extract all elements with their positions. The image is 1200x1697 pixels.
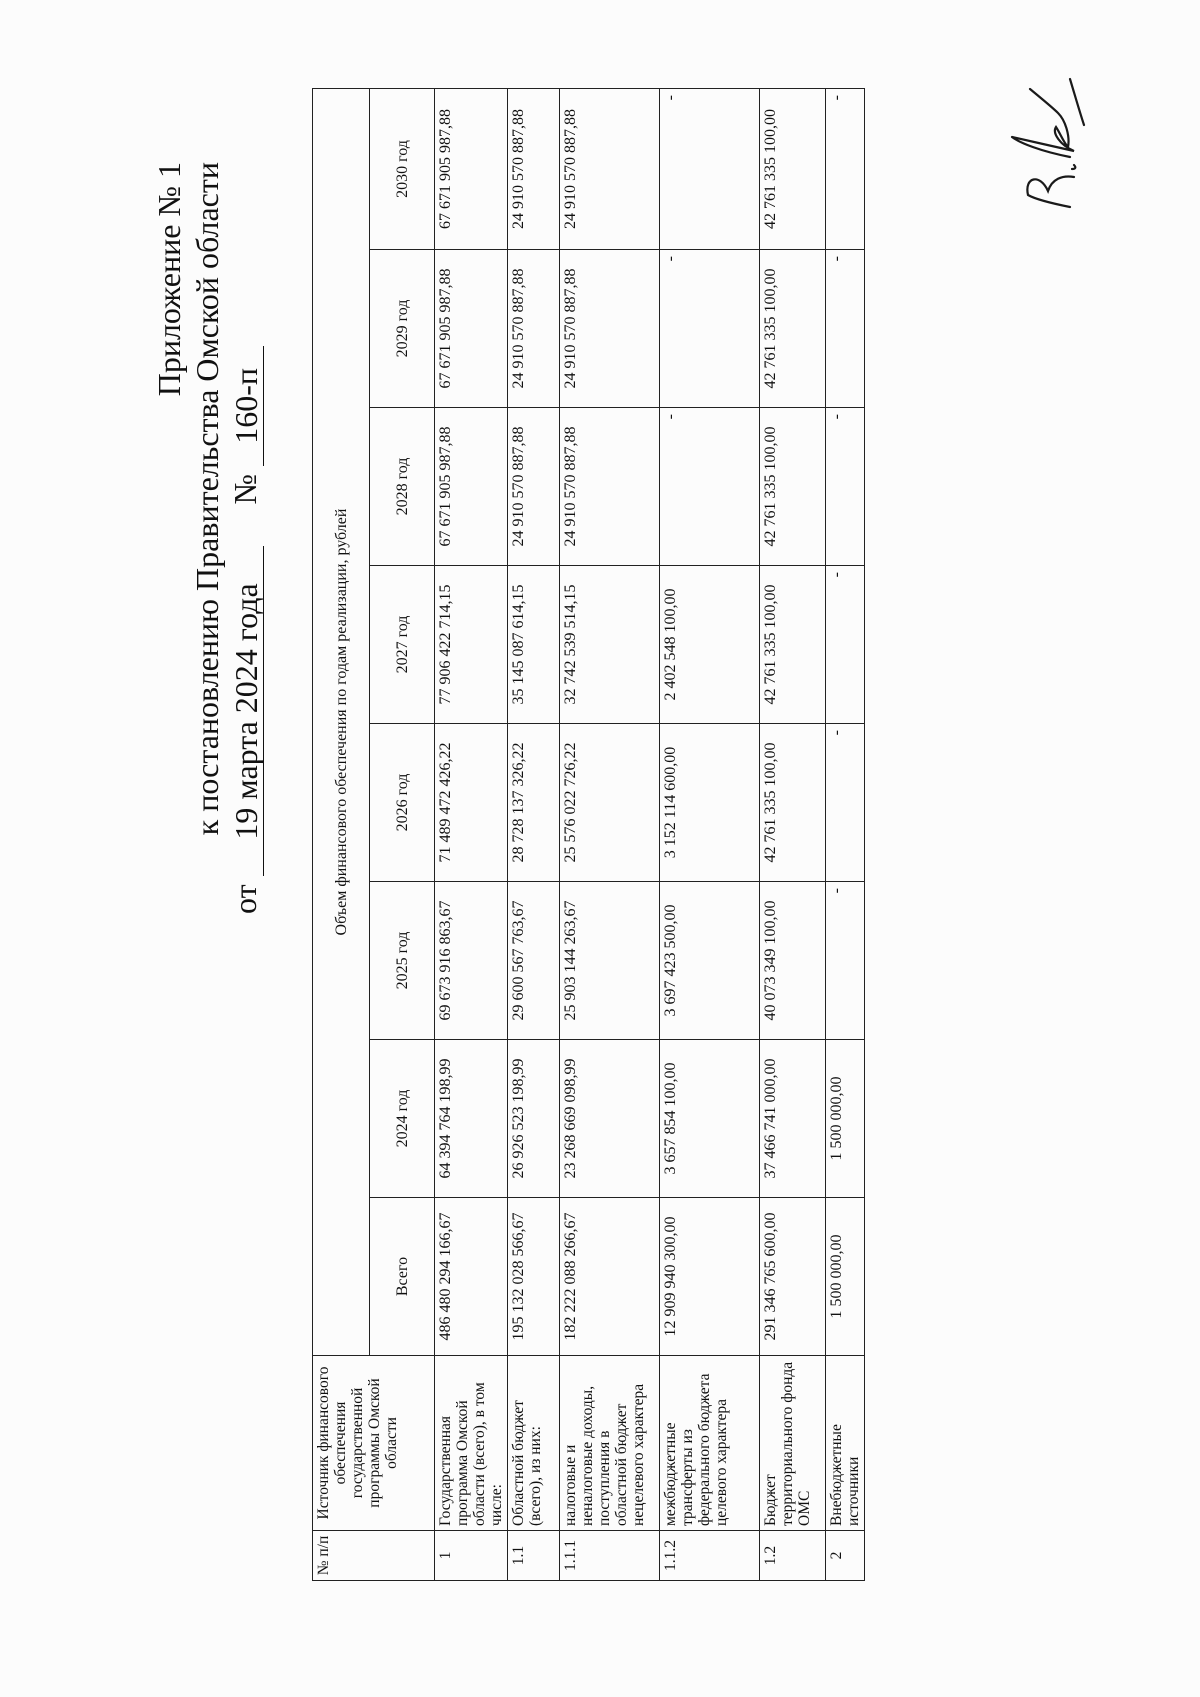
amount-cell: 28 728 137 326,22: [508, 724, 560, 882]
column-header-year: 2028 год: [370, 408, 435, 566]
amount-cell: 195 132 028 566,67: [508, 1198, 560, 1356]
column-header-year: 2026 год: [370, 724, 435, 882]
column-header-year: 2027 год: [370, 566, 435, 724]
amount-cell: 291 346 765 600,00: [760, 1198, 826, 1356]
table-row: [560, 88, 660, 1580]
amount-cell: 64 394 764 198,99: [435, 1040, 508, 1198]
amount-cell: 24 910 570 887,88: [560, 88, 660, 249]
amount-cell: 23 268 669 098,99: [560, 1040, 660, 1198]
amount-cell: 486 480 294 166,67: [435, 1198, 508, 1356]
row-number: 1.1: [508, 1531, 560, 1581]
amount-cell: 25 576 022 726,22: [560, 724, 660, 882]
row-number: 1.2: [760, 1531, 826, 1581]
amount-cell: 42 761 335 100,00: [760, 250, 826, 408]
amount-cell: 42 761 335 100,00: [760, 408, 826, 566]
row-source: налоговые и неналоговые доходы, поступления в областной бюджет нецелевого характера: [560, 1356, 660, 1531]
column-header-source: Источник финансового обеспечения государственной программы Омской области: [313, 1356, 435, 1531]
column-header-year: 2025 год: [370, 882, 435, 1040]
amount-cell: 26 926 523 198,99: [508, 1040, 560, 1198]
amount-cell: 24 910 570 887,88: [508, 408, 560, 566]
amount-cell: 67 671 905 987,88: [435, 250, 508, 408]
row-number: 1.1.1: [560, 1531, 660, 1581]
amount-cell: -: [660, 88, 760, 249]
amount-cell: -: [826, 566, 865, 724]
amount-cell: -: [660, 408, 760, 566]
amount-cell: 182 222 088 266,67: [560, 1198, 660, 1356]
column-header-total: Всего: [370, 1198, 435, 1356]
financing-table: [312, 88, 865, 1581]
document-header: [150, 162, 264, 1062]
date-row: [226, 162, 264, 914]
amount-cell: 42 761 335 100,00: [760, 724, 826, 882]
row-source: Бюджет территориального фонда ОМС: [760, 1356, 826, 1531]
table-row: [508, 88, 560, 1580]
column-header-year: 2030 год: [370, 88, 435, 249]
amount-cell: -: [826, 724, 865, 882]
amount-cell: 3 657 854 100,00: [660, 1040, 760, 1198]
appendix-subtitle: к постановлению Правительства Омской области: [189, 162, 225, 836]
row-source: Областной бюджет (всего), из них:: [508, 1356, 560, 1531]
amount-cell: 40 073 349 100,00: [760, 882, 826, 1040]
amount-cell: 3 152 114 600,00: [660, 724, 760, 882]
appendix-title: Приложение № 1: [151, 162, 187, 397]
amount-cell: 24 910 570 887,88: [560, 250, 660, 408]
amount-cell: 67 671 905 987,88: [435, 88, 508, 249]
amount-cell: -: [826, 408, 865, 566]
amount-cell: 77 906 422 714,15: [435, 566, 508, 724]
amount-cell: 71 489 472 426,22: [435, 724, 508, 882]
amount-cell: -: [660, 250, 760, 408]
amount-cell: -: [826, 88, 865, 249]
row-source: Государственная программа Омской области (всего), в том числе:: [435, 1356, 508, 1531]
signature-image: [1000, 67, 1110, 217]
row-source: межбюджетные трансферты из федерального бюджета целевого характера: [660, 1356, 760, 1531]
amount-cell: 37 466 741 000,00: [760, 1040, 826, 1198]
amount-cell: 24 910 570 887,88: [560, 408, 660, 566]
column-header-number: № п/п: [313, 1531, 435, 1581]
amount-cell: 24 910 570 887,88: [508, 88, 560, 249]
amount-cell: 35 145 087 614,15: [508, 566, 560, 724]
amount-cell: 42 761 335 100,00: [760, 566, 826, 724]
amount-cell: -: [826, 882, 865, 1040]
amount-cell: 1 500 000,00: [826, 1040, 865, 1198]
amount-cell: 12 909 940 300,00: [660, 1198, 760, 1356]
column-header-year: 2029 год: [370, 250, 435, 408]
row-source: Внебюджетные источники: [826, 1356, 865, 1531]
amount-cell: 24 910 570 887,88: [508, 250, 560, 408]
amount-cell: 42 761 335 100,00: [760, 88, 826, 249]
amount-cell: 2 402 548 100,00: [660, 566, 760, 724]
table-row: [760, 88, 826, 1580]
amount-cell: 69 673 916 863,67: [435, 882, 508, 1040]
number-label: №: [227, 473, 263, 505]
amount-cell: 29 600 567 763,67: [508, 882, 560, 1040]
table-row: [660, 88, 760, 1580]
amount-cell: 32 742 539 514,15: [560, 566, 660, 724]
from-label: от: [227, 884, 263, 914]
decree-number: 160-п: [229, 346, 264, 466]
column-header-year: 2024 год: [370, 1040, 435, 1198]
table-row: [435, 88, 508, 1580]
table-body: [435, 88, 865, 1580]
decree-date: 19 марта 2024 года: [229, 546, 264, 876]
row-number: 2: [826, 1531, 865, 1581]
amount-cell: 3 697 423 500,00: [660, 882, 760, 1040]
amount-cell: 1 500 000,00: [826, 1198, 865, 1356]
amount-cell: -: [826, 250, 865, 408]
row-number: 1.1.2: [660, 1531, 760, 1581]
column-header-volume: Объем финансового обеспечения по годам реализации, рублей: [313, 88, 370, 1355]
row-number: 1: [435, 1531, 508, 1581]
table-row: [826, 88, 865, 1580]
amount-cell: 25 903 144 263,67: [560, 882, 660, 1040]
amount-cell: 67 671 905 987,88: [435, 408, 508, 566]
